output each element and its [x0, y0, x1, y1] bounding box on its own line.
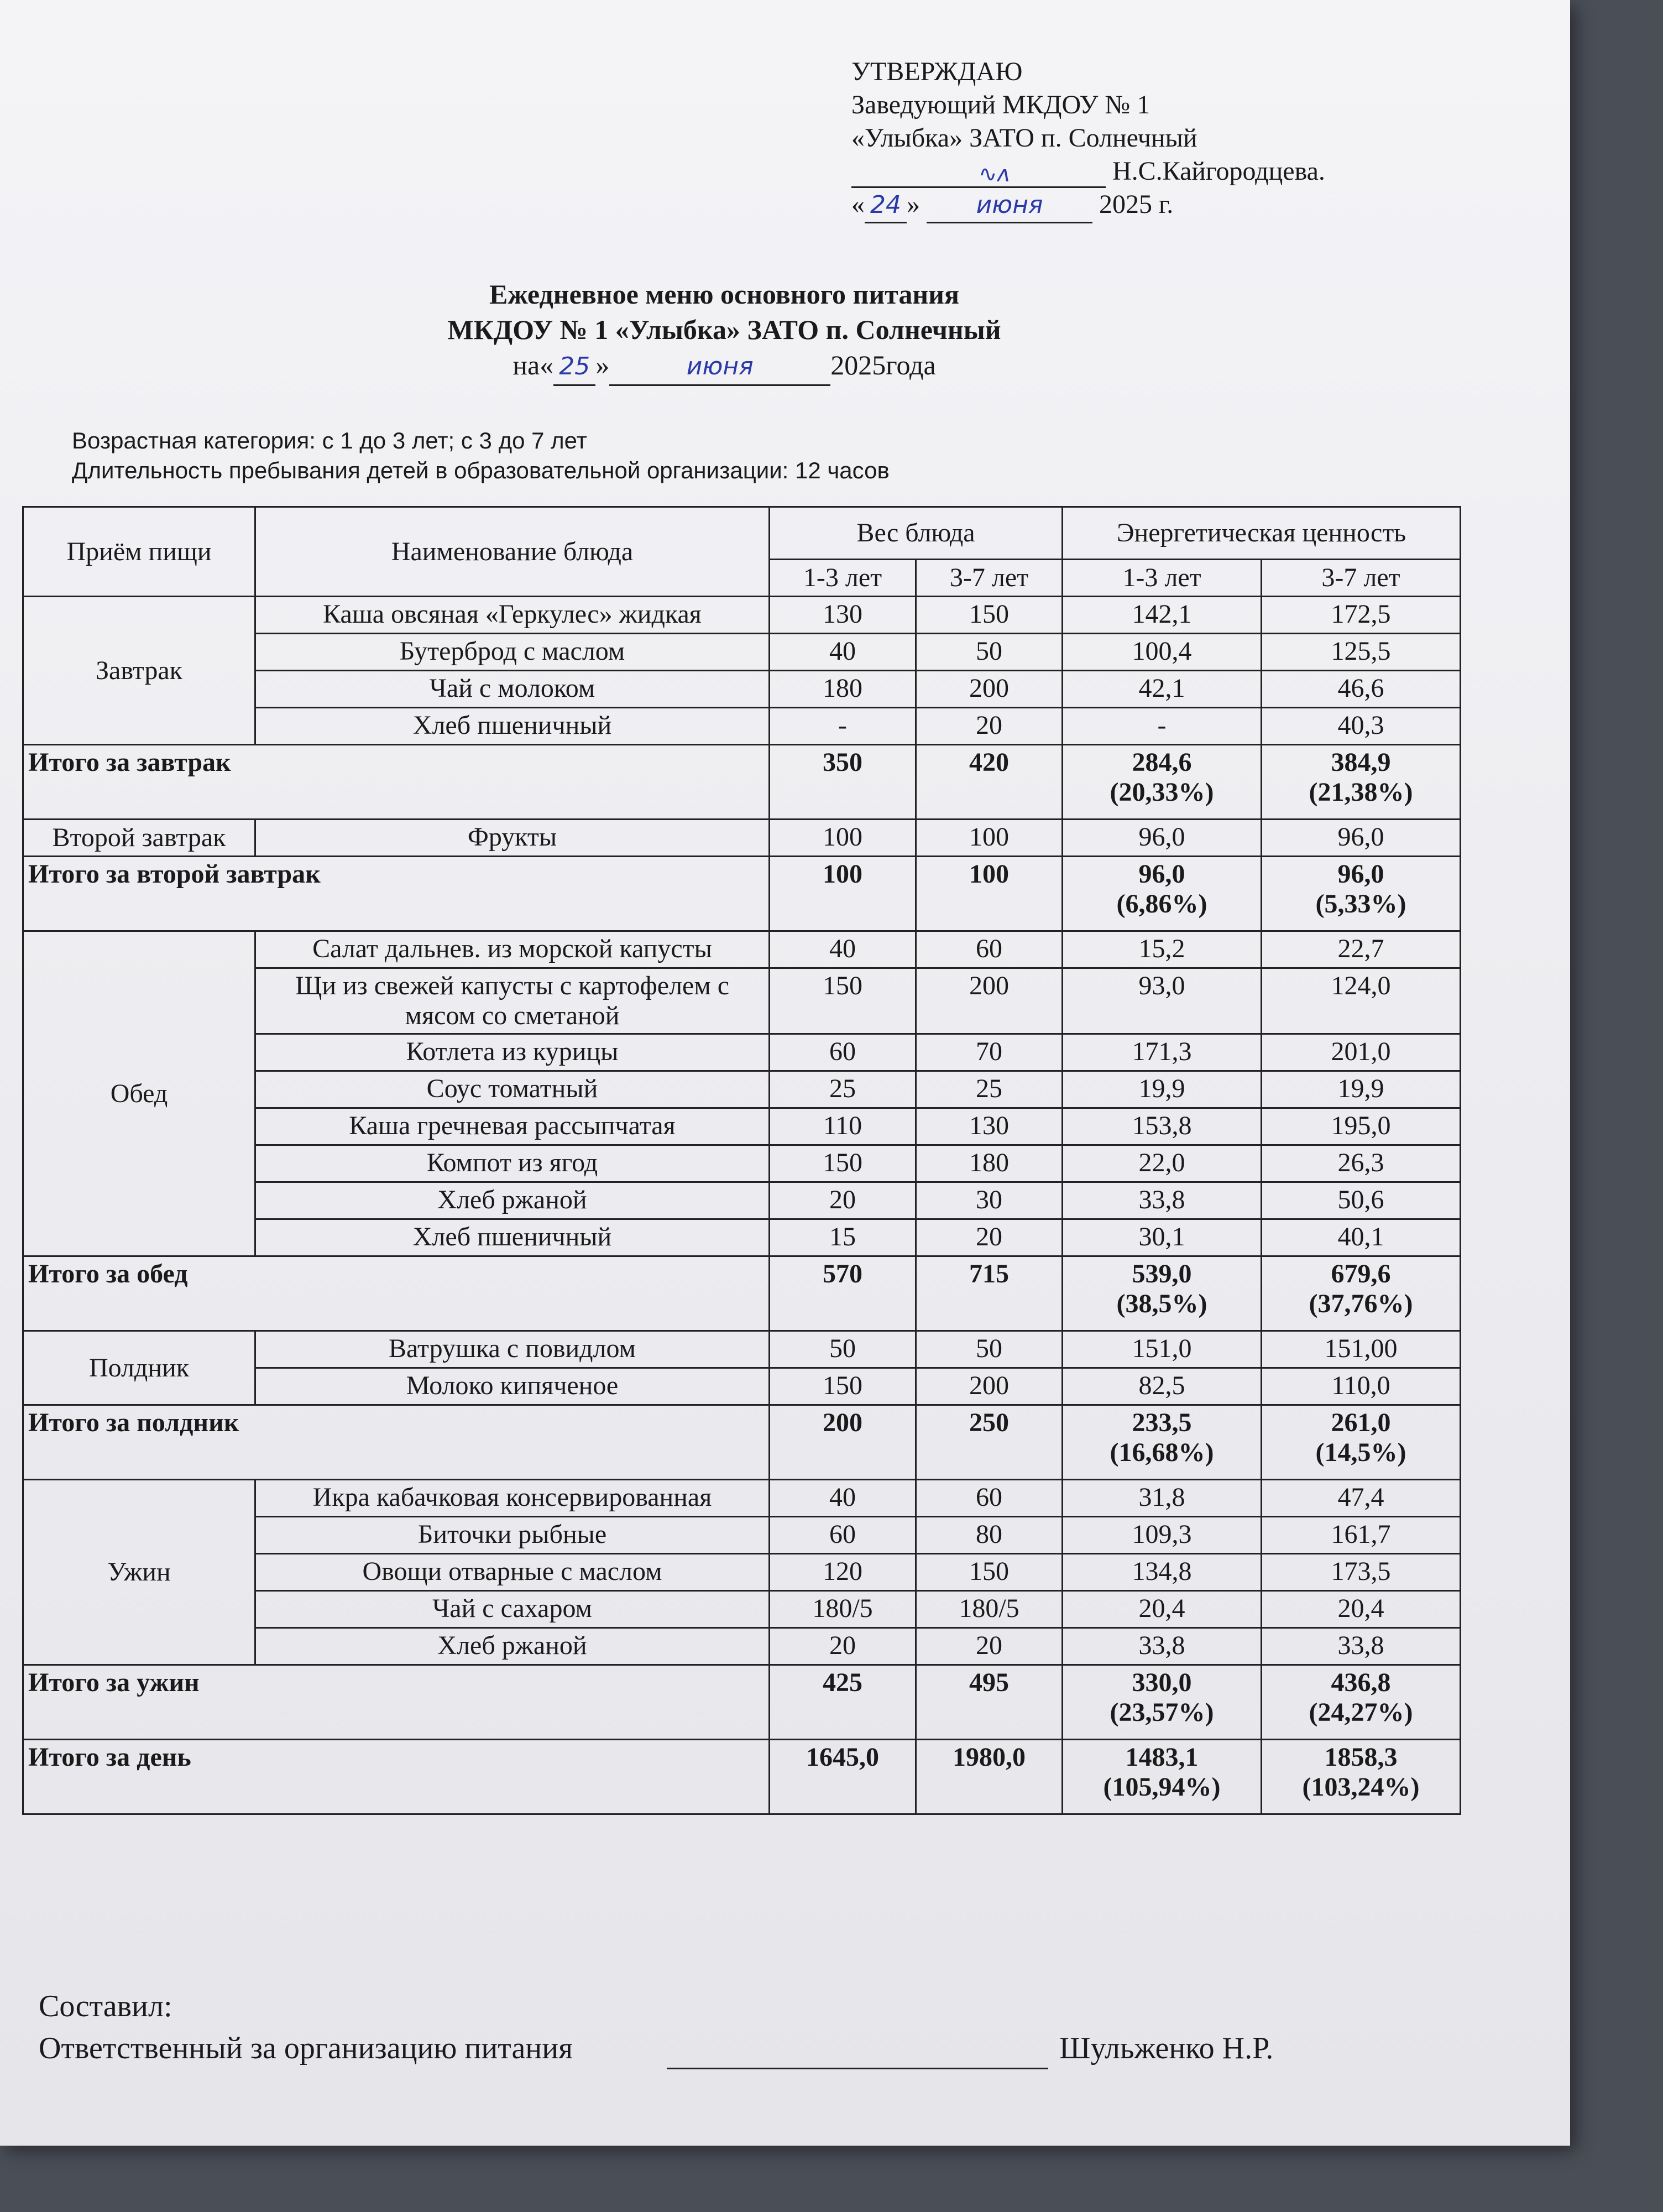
document-title: [304, 276, 1144, 386]
energy-value: 96,0: [1337, 859, 1384, 889]
total-weight-1-3: 200: [770, 1405, 916, 1480]
cell-dish: Хлеб ржаной: [255, 1182, 770, 1219]
cell-e13: 96,0: [1063, 820, 1262, 857]
cell-e13: 33,8: [1063, 1628, 1262, 1665]
cell-e37: 26,3: [1262, 1145, 1461, 1182]
energy-percent: (38,5%): [1116, 1289, 1207, 1318]
cell-e37: 40,1: [1262, 1219, 1461, 1256]
cell-e13: 153,8: [1063, 1108, 1262, 1145]
total-weight-3-7: 1980,0: [916, 1740, 1063, 1814]
cell-w13: 150: [770, 1368, 916, 1405]
total-weight-1-3: 350: [770, 745, 916, 820]
footer-role: Ответственный за организацию питания: [39, 2031, 573, 2065]
cell-w37: 150: [916, 597, 1063, 634]
energy-value: 284,6: [1132, 748, 1192, 777]
cell-w13: 130: [770, 597, 916, 634]
menu-body: [23, 597, 1461, 1814]
cell-w13: -: [770, 708, 916, 745]
cell-w13: 100: [770, 820, 916, 857]
cell-w37: 80: [916, 1517, 1063, 1554]
total-weight-1-3: 570: [770, 1256, 916, 1331]
header-dish: Наименование блюда: [255, 507, 770, 597]
header-energy: Энергетическая ценность: [1063, 507, 1461, 560]
total-row: [23, 1405, 1461, 1480]
total-row: [23, 1665, 1461, 1740]
cell-w37: 25: [916, 1071, 1063, 1108]
age-category: Возрастная категория: с 1 до 3 лет; с 3 до 7 лет: [72, 427, 587, 453]
total-weight-1-3: 425: [770, 1665, 916, 1740]
cell-dish: Салат дальнев. из морской капусты: [255, 931, 770, 968]
cell-e13: -: [1063, 708, 1262, 745]
title-date-month: июня: [609, 349, 830, 386]
cell-dish: Компот из ягод: [255, 1145, 770, 1182]
cell-w37: 20: [916, 708, 1063, 745]
table-row: [23, 597, 1461, 634]
meal-name: Второй завтрак: [23, 820, 255, 857]
total-label: Итого за ужин: [23, 1665, 770, 1740]
total-energy-1-3: [1063, 1256, 1262, 1331]
total-row: [23, 857, 1461, 931]
cell-e37: 47,4: [1262, 1480, 1461, 1517]
cell-w13: 150: [770, 1145, 916, 1182]
cell-dish: Икра кабачковая консервированная: [255, 1480, 770, 1517]
cell-e13: 109,3: [1063, 1517, 1262, 1554]
cell-e37: 201,0: [1262, 1034, 1461, 1071]
cell-e37: 124,0: [1262, 968, 1461, 1034]
total-weight-1-3: 100: [770, 857, 916, 931]
cell-e37: 46,6: [1262, 671, 1461, 708]
cell-w13: 60: [770, 1034, 916, 1071]
cell-e13: 93,0: [1063, 968, 1262, 1034]
header-weight-3-7: 3-7 лет: [916, 560, 1063, 597]
footer-signature-field: [667, 2040, 1048, 2069]
cell-dish: Биточки рыбные: [255, 1517, 770, 1554]
cell-w37: 30: [916, 1182, 1063, 1219]
approval-date-month: июня: [927, 189, 1092, 223]
cell-w13: 120: [770, 1554, 916, 1591]
cell-e37: 20,4: [1262, 1591, 1461, 1628]
cell-e13: 151,0: [1063, 1331, 1262, 1368]
meta-info: [72, 426, 890, 486]
cell-w37: 200: [916, 968, 1063, 1034]
energy-value: 539,0: [1132, 1259, 1192, 1288]
footer-compiled: Составил:: [39, 1989, 172, 2023]
meal-name: Полдник: [23, 1331, 255, 1405]
total-weight-3-7: 495: [916, 1665, 1063, 1740]
total-label: Итого за завтрак: [23, 745, 770, 820]
total-energy-3-7: [1262, 745, 1461, 820]
date-quote-open: «: [851, 190, 865, 219]
footer-name: Шульженко Н.Р.: [1059, 2031, 1274, 2065]
total-row: [23, 745, 1461, 820]
cell-e13: 20,4: [1063, 1591, 1262, 1628]
energy-value: 330,0: [1132, 1668, 1192, 1697]
cell-w13: 110: [770, 1108, 916, 1145]
approval-position: Заведующий МКДОУ № 1: [851, 90, 1150, 119]
total-label: Итого за второй завтрак: [23, 857, 770, 931]
cell-e37: 125,5: [1262, 634, 1461, 671]
cell-w37: 50: [916, 1331, 1063, 1368]
meal-name: Ужин: [23, 1480, 255, 1665]
cell-w13: 20: [770, 1182, 916, 1219]
energy-percent: (6,86%): [1116, 889, 1207, 919]
cell-w37: 50: [916, 634, 1063, 671]
cell-w37: 60: [916, 1480, 1063, 1517]
cell-w13: 50: [770, 1331, 916, 1368]
cell-w37: 20: [916, 1219, 1063, 1256]
energy-value: 1858,3: [1324, 1743, 1398, 1772]
title-date: [304, 347, 1144, 386]
cell-e13: 22,0: [1063, 1145, 1262, 1182]
cell-dish: Фрукты: [255, 820, 770, 857]
total-label: Итого за обед: [23, 1256, 770, 1331]
cell-dish: Овощи отварные с маслом: [255, 1554, 770, 1591]
total-energy-1-3: [1063, 1740, 1262, 1814]
footer-signature-row: [39, 2027, 1476, 2069]
cell-e13: 134,8: [1063, 1554, 1262, 1591]
title-line-2: МКДОУ № 1 «Улыбка» ЗАТО п. Солнечный: [447, 314, 1001, 345]
meal-name: Обед: [23, 931, 255, 1256]
menu-table: [22, 506, 1461, 1815]
approval-date-day: 24: [865, 189, 907, 223]
approval-signature-name: Н.С.Кайгородцева.: [1112, 156, 1325, 186]
cell-dish: Чай с сахаром: [255, 1591, 770, 1628]
cell-e37: 19,9: [1262, 1071, 1461, 1108]
approval-signature-line: [851, 155, 1404, 188]
cell-w13: 25: [770, 1071, 916, 1108]
energy-value: 436,8: [1331, 1668, 1391, 1697]
cell-e37: 110,0: [1262, 1368, 1461, 1405]
cell-w13: 20: [770, 1628, 916, 1665]
title-date-mid: »: [595, 349, 610, 380]
cell-e13: 42,1: [1063, 671, 1262, 708]
cell-dish: Котлета из курицы: [255, 1034, 770, 1071]
cell-dish: Щи из свежей капусты с картофелем с мясом со сметаной: [255, 968, 770, 1034]
total-energy-3-7: [1262, 1740, 1461, 1814]
cell-e37: 33,8: [1262, 1628, 1461, 1665]
cell-dish: Каша овсяная «Геркулес» жидкая: [255, 597, 770, 634]
cell-w13: 150: [770, 968, 916, 1034]
title-date-suffix: 2025года: [830, 349, 936, 380]
header-energy-3-7: 3-7 лет: [1262, 560, 1461, 597]
energy-value: 233,5: [1132, 1408, 1192, 1437]
energy-percent: (23,57%): [1110, 1698, 1214, 1727]
cell-e37: 195,0: [1262, 1108, 1461, 1145]
cell-dish: Ватрушка с повидлом: [255, 1331, 770, 1368]
total-weight-3-7: 715: [916, 1256, 1063, 1331]
date-quote-close: »: [907, 190, 920, 219]
energy-percent: (14,5%): [1315, 1438, 1406, 1467]
cell-w13: 40: [770, 931, 916, 968]
energy-percent: (16,68%): [1110, 1438, 1214, 1467]
total-energy-1-3: [1063, 857, 1262, 931]
title-line-1: Ежедневное меню основного питания: [489, 279, 960, 310]
header-weight: Вес блюда: [770, 507, 1063, 560]
meal-name: Завтрак: [23, 597, 255, 745]
energy-percent: (103,24%): [1302, 1772, 1420, 1802]
cell-w37: 100: [916, 820, 1063, 857]
total-energy-3-7: [1262, 1665, 1461, 1740]
approval-date-year: 2025 г.: [1099, 190, 1174, 219]
cell-e37: 151,00: [1262, 1331, 1461, 1368]
table-row: [23, 1331, 1461, 1368]
energy-percent: (37,76%): [1309, 1289, 1413, 1318]
cell-e13: 33,8: [1063, 1182, 1262, 1219]
approval-org: «Улыбка» ЗАТО п. Солнечный: [851, 123, 1197, 153]
total-energy-1-3: [1063, 745, 1262, 820]
title-date-prefix: на«: [513, 349, 554, 380]
cell-w13: 180/5: [770, 1591, 916, 1628]
cell-w13: 40: [770, 634, 916, 671]
energy-value: 384,9: [1331, 748, 1391, 777]
cell-e13: 30,1: [1063, 1219, 1262, 1256]
cell-dish: Чай с молоком: [255, 671, 770, 708]
handwritten-signature: ∿ᴧ: [979, 161, 1011, 187]
cell-w13: 40: [770, 1480, 916, 1517]
cell-e37: 173,5: [1262, 1554, 1461, 1591]
footer: [39, 1985, 1476, 2069]
total-row: [23, 1740, 1461, 1814]
energy-percent: (5,33%): [1315, 889, 1406, 919]
total-energy-1-3: [1063, 1665, 1262, 1740]
approval-title: УТВЕРЖДАЮ: [851, 57, 1023, 86]
energy-percent: (21,38%): [1309, 778, 1413, 807]
cell-w37: 180/5: [916, 1591, 1063, 1628]
approval-block: [851, 55, 1404, 223]
total-weight-1-3: 1645,0: [770, 1740, 916, 1814]
cell-e37: 40,3: [1262, 708, 1461, 745]
total-label: Итого за день: [23, 1740, 770, 1814]
cell-e13: 31,8: [1063, 1480, 1262, 1517]
cell-w37: 180: [916, 1145, 1063, 1182]
total-weight-3-7: 250: [916, 1405, 1063, 1480]
cell-w37: 130: [916, 1108, 1063, 1145]
cell-e37: 22,7: [1262, 931, 1461, 968]
header-energy-1-3: 1-3 лет: [1063, 560, 1262, 597]
total-weight-3-7: 100: [916, 857, 1063, 931]
energy-value: 679,6: [1331, 1259, 1391, 1288]
cell-e37: 50,6: [1262, 1182, 1461, 1219]
cell-e37: 96,0: [1262, 820, 1461, 857]
cell-w37: 150: [916, 1554, 1063, 1591]
cell-w37: 200: [916, 671, 1063, 708]
cell-e37: 161,7: [1262, 1517, 1461, 1554]
stay-duration: Длительность пребывания детей в образовательной организации: 12 часов: [72, 457, 890, 483]
energy-percent: (105,94%): [1103, 1772, 1221, 1802]
cell-dish: Хлеб ржаной: [255, 1628, 770, 1665]
energy-value: 96,0: [1138, 859, 1185, 889]
cell-e37: 172,5: [1262, 597, 1461, 634]
total-label: Итого за полдник: [23, 1405, 770, 1480]
header-meal: Приём пищи: [23, 507, 255, 597]
cell-dish: Каша гречневая рассыпчатая: [255, 1108, 770, 1145]
table-row: [23, 820, 1461, 857]
total-row: [23, 1256, 1461, 1331]
energy-value: 1483,1: [1125, 1743, 1199, 1772]
cell-e13: 82,5: [1063, 1368, 1262, 1405]
cell-w37: 20: [916, 1628, 1063, 1665]
total-weight-3-7: 420: [916, 745, 1063, 820]
energy-percent: (20,33%): [1110, 778, 1214, 807]
approval-date: [851, 188, 1404, 223]
total-energy-3-7: [1262, 1405, 1461, 1480]
cell-w13: 15: [770, 1219, 916, 1256]
cell-w13: 60: [770, 1517, 916, 1554]
cell-e13: 100,4: [1063, 634, 1262, 671]
cell-w37: 200: [916, 1368, 1063, 1405]
cell-w37: 60: [916, 931, 1063, 968]
cell-w37: 70: [916, 1034, 1063, 1071]
energy-value: 261,0: [1331, 1408, 1391, 1437]
title-date-day: 25: [553, 349, 595, 386]
signature-field: [851, 162, 1106, 188]
total-energy-3-7: [1262, 1256, 1461, 1331]
cell-e13: 15,2: [1063, 931, 1262, 968]
cell-e13: 171,3: [1063, 1034, 1262, 1071]
cell-dish: Соус томатный: [255, 1071, 770, 1108]
table-row: [23, 1480, 1461, 1517]
header-weight-1-3: 1-3 лет: [770, 560, 916, 597]
energy-percent: (24,27%): [1309, 1698, 1413, 1727]
cell-dish: Бутерброд с маслом: [255, 634, 770, 671]
cell-e13: 19,9: [1063, 1071, 1262, 1108]
total-energy-3-7: [1262, 857, 1461, 931]
cell-e13: 142,1: [1063, 597, 1262, 634]
table-row: [23, 931, 1461, 968]
cell-dish: Хлеб пшеничный: [255, 1219, 770, 1256]
cell-dish: Молоко кипяченое: [255, 1368, 770, 1405]
total-energy-1-3: [1063, 1405, 1262, 1480]
cell-dish: Хлеб пшеничный: [255, 708, 770, 745]
cell-w13: 180: [770, 671, 916, 708]
